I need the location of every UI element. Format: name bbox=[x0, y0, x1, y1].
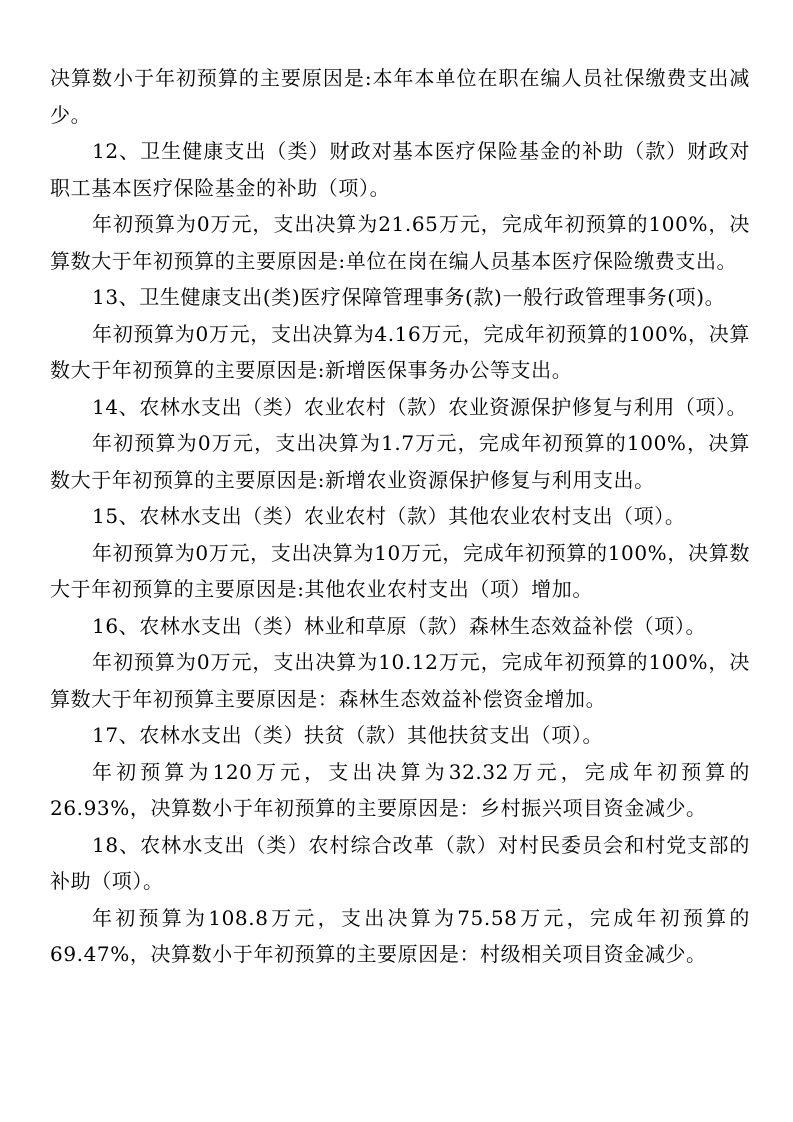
paragraph-item-12-heading: 12、卫生健康支出（类）财政对基本医疗保险基金的补助（款）财政对职工基本医疗保险基金的补助（项）。 bbox=[50, 139, 750, 200]
paragraph-item-16-detail: 年初预算为0万元，支出决算为10.12万元，完成年初预算的100%，决算数大于年初预算主要原因是：森林生态效益补偿资金增加。 bbox=[50, 650, 750, 711]
paragraph-item-15-heading: 15、农林水支出（类）农业农村（款）其他农业农村支出（项）。 bbox=[92, 504, 686, 528]
paragraph-item-17-heading: 17、农林水支出（类）扶贫（款）其他扶贫支出（项）。 bbox=[92, 723, 604, 747]
paragraph-item-15-detail: 年初预算为0万元，支出决算为10万元，完成年初预算的100%，决算数大于年初预算的主要原因是:其他农业农村支出（项）增加。 bbox=[50, 540, 750, 601]
paragraph-item-14-heading: 14、农林水支出（类）农业农村（款）农业资源保护修复与利用（项）。 bbox=[92, 394, 748, 419]
paragraph-item-18-detail: 年初预算为108.8万元，支出决算为75.58万元，完成年初预算的69.47%，决算数小于年初预算的主要原因是：村级相关项目资金减少。 bbox=[50, 905, 750, 966]
paragraph-1: 决算数小于年初预算的主要原因是:本年本单位在职在编人员社保缴费支出减少。 bbox=[50, 66, 750, 127]
document-body bbox=[50, 60, 750, 973]
paragraph-item-12-detail: 年初预算为0万元，支出决算为21.65万元，完成年初预算的100%，决算数大于年初预算的主要原因是:单位在岗在编人员基本医疗保险缴费支出。 bbox=[50, 212, 750, 273]
paragraph-item-18-heading: 18、农林水支出（类）农村综合改革（款）对村民委员会和村党支部的补助（项）。 bbox=[50, 832, 750, 893]
paragraph-item-14-detail: 年初预算为0万元，支出决算为1.7万元，完成年初预算的100%，决算数大于年初预算的主要原因是:新增农业资源保护修复与利用支出。 bbox=[50, 431, 750, 492]
paragraph-item-16-heading: 16、农林水支出（类）林业和草原（款）森林生态效益补偿（项）。 bbox=[92, 613, 707, 638]
paragraph-item-17-detail: 年初预算为120万元，支出决算为32.32万元，完成年初预算的26.93%，决算数小于年初预算的主要原因是：乡村振兴项目资金减少。 bbox=[50, 759, 750, 820]
paragraph-item-13-detail: 年初预算为0万元，支出决算为4.16万元，完成年初预算的100%，决算数大于年初预算的主要原因是:新增医保事务办公等支出。 bbox=[50, 321, 750, 382]
paragraph-item-13-heading: 13、卫生健康支出(类)医疗保障管理事务(款)一般行政管理事务(项)。 bbox=[92, 285, 726, 309]
